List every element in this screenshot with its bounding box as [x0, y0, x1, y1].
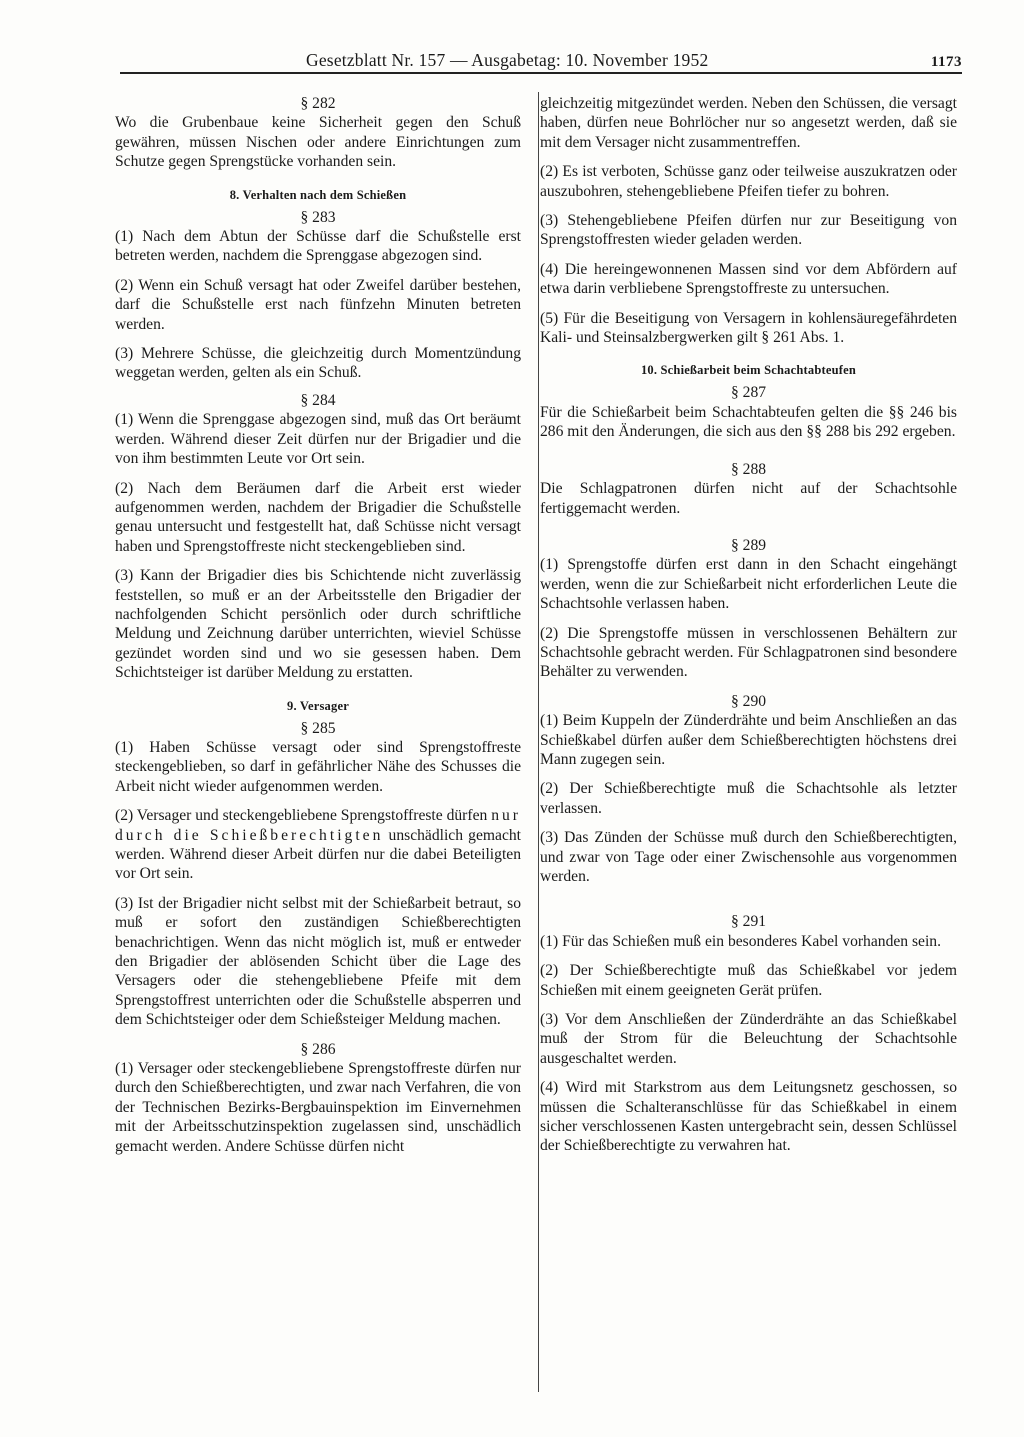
section-284-paragraph-2: (2) Nach dem Beräumen darf die Arbeit erst wieder aufgenommen werden, nachdem der Brigadier die Schußstelle genau untersucht und festgestellt hat, daß Schüsse nicht versagt haben und Sprengstoffreste nicht steckengeblieben sind. [115, 479, 521, 555]
section-heading-282: § 282 [300, 95, 336, 112]
section-285-paragraph-2 [115, 806, 521, 884]
chapter-heading-9: 9. Versager [287, 698, 349, 713]
section-291-paragraph-1: (1) Für das Schießen muß ein besonderes Kabel vorhanden sein. [540, 932, 941, 950]
section-291-paragraph-2: (2) Der Schießberechtigte muß das Schießkabel vor jedem Schießen mit einem geeigneten Gerät prüfen. [540, 962, 957, 999]
section-282-paragraph: Wo die Grubenbaue keine Sicherheit gegen den Schuß gewähren, müssen Nischen oder andere Einrichtungen zum Schutze gegen Sprengstücke vorhanden sein. [115, 114, 521, 171]
section-286-paragraph-2: (2) Es ist verboten, Schüsse ganz oder teilweise auszukratzen oder auszubohren, stehengebliebene Pfeifen tiefer zu bohren. [540, 163, 957, 200]
section-285-paragraph-2-end: unschädlich gemacht werden. Während dieser Arbeit dürfen nur die dabei Beteiligten vor Ort sein. [115, 826, 521, 883]
left-column [115, 94, 521, 1166]
section-284-paragraph-1: (1) Wenn die Sprenggase abgezogen sind, muß das Ort beräumt werden. Während dieser Zeit dürfen nur der Brigadier und die von ihm bestimmten Leute vor Ort sein. [115, 411, 521, 468]
section-291-paragraph-4: (4) Wird mit Starkstrom aus dem Leitungsnetz geschossen, so müssen die Schalteranschlüsse für das Schießkabel in einem sicher verschlossenen Kasten untergebracht sein, dessen Schlüssel der Schießberechtigte zu verwahren hat. [540, 1079, 957, 1155]
section-290-paragraph-3: (3) Das Zünden der Schüsse muß durch den Schießberechtigten, und zwar von Tage oder einer Zwischensohle aus vorgenommen werden. [540, 829, 957, 885]
page-header [120, 50, 962, 74]
section-288-paragraph: Die Schlagpatronen dürfen nicht auf der Schachtsohle fertiggemacht werden. [540, 480, 957, 517]
section-heading-288: § 288 [730, 460, 767, 478]
section-290-paragraph-2: (2) Der Schießberechtigte muß die Schachtsohle als letzter verlassen. [540, 780, 957, 817]
section-289-paragraph-2: (2) Die Sprengstoffe müssen in verschlossenen Behältern zur Schachtsohle gebracht werden. Für Schlagpatronen sind besondere Behälter zu verwenden. [540, 624, 958, 681]
spacer [540, 528, 957, 536]
section-290-paragraph-1: (1) Beim Kuppeln der Zünderdrähte und beim Anschließen an das Schießkabel dürfen außer dem Schießberechtigten höchstens drei Mann zugegen sein. [540, 712, 957, 768]
section-286-paragraph-1: (1) Versager oder steckengebliebene Sprengstoffreste dürfen nur durch den Schießberechtigten, und zwar nach Verfahren, die von der Technischen Bezirks-Bergbauinspektion im Einvernehmen mit der Arbeitsschutzinspektion zugelassen sind, unschädlich gemacht werden. Andere Schüsse dürfen nicht [115, 1060, 521, 1155]
section-heading-286: § 286 [300, 1040, 336, 1058]
section-283-paragraph-1: (1) Nach dem Abtun der Schüsse darf die Schußstelle erst betreten werden, nachdem die Sprenggase abgezogen sind. [115, 228, 521, 265]
section-heading-283: § 283 [300, 208, 336, 226]
section-283-paragraph-2: (2) Wenn ein Schuß versagt hat oder Zweifel darüber bestehen, darf die Schußstelle erst nach fünfzehn Minuten betreten werden. [115, 276, 521, 333]
section-heading-287: § 287 [730, 384, 767, 402]
section-286-paragraph-5: (5) Für die Beseitigung von Versagern in kohlensäuregefährdeten Kali- und Steinsalzbergwerken gilt § 261 Abs. 1. [540, 309, 957, 347]
chapter-heading-8: 8. Verhalten nach dem Schießen [229, 187, 407, 202]
spacer [540, 452, 957, 460]
section-286-paragraph-4: (4) Die hereingewonnenen Massen sind vor dem Abfördern auf etwa darin verbliebene Sprengstoffreste zu untersuchen. [540, 260, 957, 298]
header-rule [120, 72, 962, 74]
section-286-paragraph-1-continued: gleichzeitig mitgezündet werden. Neben den Schüssen, die versagt haben, dürfen neue Bohrlöcher nur so angesetzt werden, daß sie mit dem Versager nicht zusammentreffen. [540, 95, 957, 151]
section-289-paragraph-1: (1) Sprengstoffe dürfen erst dann in den Schacht eingehängt werden, wenn die zur Schießarbeit nicht erforderlichen Leute die Schachtsohle verlassen haben. [540, 556, 957, 613]
section-heading-291: § 291 [730, 913, 767, 931]
right-column [540, 94, 957, 1166]
running-head: Gesetzblatt Nr. 157 — Ausgabetag: 10. November 1952 [306, 50, 709, 70]
section-285-paragraph-1: (1) Haben Schüsse versagt oder sind Sprengstoffreste steckengeblieben, so darf in gefährlicher Nähe des Schusses die Arbeit nicht wieder aufgenommen werden. [115, 738, 521, 795]
column-divider [538, 92, 539, 1392]
section-285-paragraph-2-start: (2) Versager und steckengebliebene Sprengstoffreste dürfen [115, 807, 492, 825]
section-heading-284: § 284 [300, 391, 336, 409]
section-heading-290: § 290 [730, 692, 767, 710]
section-heading-285: § 285 [300, 719, 336, 737]
section-284-paragraph-3: (3) Kann der Brigadier dies bis Schichtende nicht zuverlässig feststellen, so muß er an der Arbeitsstelle den Brigadier der nachfolgenden Schicht persönlich oder durch schriftliche Meldung und Zeichnung darüber unterrichten, wieviel Schüsse gezündet worden sind und wo sie gesessen haben. Dem Schichtsteiger ist darüber Meldung zu erstatten. [115, 567, 521, 682]
section-286-paragraph-3: (3) Stehengebliebene Pfeifen dürfen nur zur Beseitigung von Sprengstoffresten wieder geladen werden. [540, 212, 957, 249]
spacer [540, 896, 957, 912]
chapter-heading-10: 10. Schießarbeit beim Schachtabteufen [640, 363, 857, 378]
section-287-paragraph: Für die Schießarbeit beim Schachtabteufen gelten die §§ 246 bis 286 mit den Änderungen, die sich aus den §§ 288 bis 292 ergeben. [540, 403, 957, 441]
section-285-paragraph-3: (3) Ist der Brigadier nicht selbst mit der Schießarbeit betraut, so muß er sofort den zuständigen Schießberechtigten benachrichtigen. Wenn das nicht möglich ist, muß er entweder den Brigadier der ablösenden Schicht über die Lage des Versagers oder die stehengebliebene Pfeife mit dem Sprengstoffrest unterrichten oder die Schußstelle absperren und dem Schichtsteiger oder dem Schießsteiger Meldung machen. [115, 894, 521, 1029]
section-283-paragraph-3: (3) Mehrere Schüsse, die gleichzeitig durch Momentzündung weggetan werden, gelten als ein Schuß. [115, 345, 521, 382]
section-heading-289: § 289 [730, 536, 767, 554]
section-285-emphasis: nur durch die Schießberechtigten [115, 807, 521, 844]
section-291-paragraph-3: (3) Vor dem Anschließen der Zünderdrähte an das Schießkabel muß der Strom für die Beleuchtung der Schachtsohle ausgeschaltet werden. [540, 1011, 957, 1067]
page-number: 1173 [930, 54, 962, 70]
